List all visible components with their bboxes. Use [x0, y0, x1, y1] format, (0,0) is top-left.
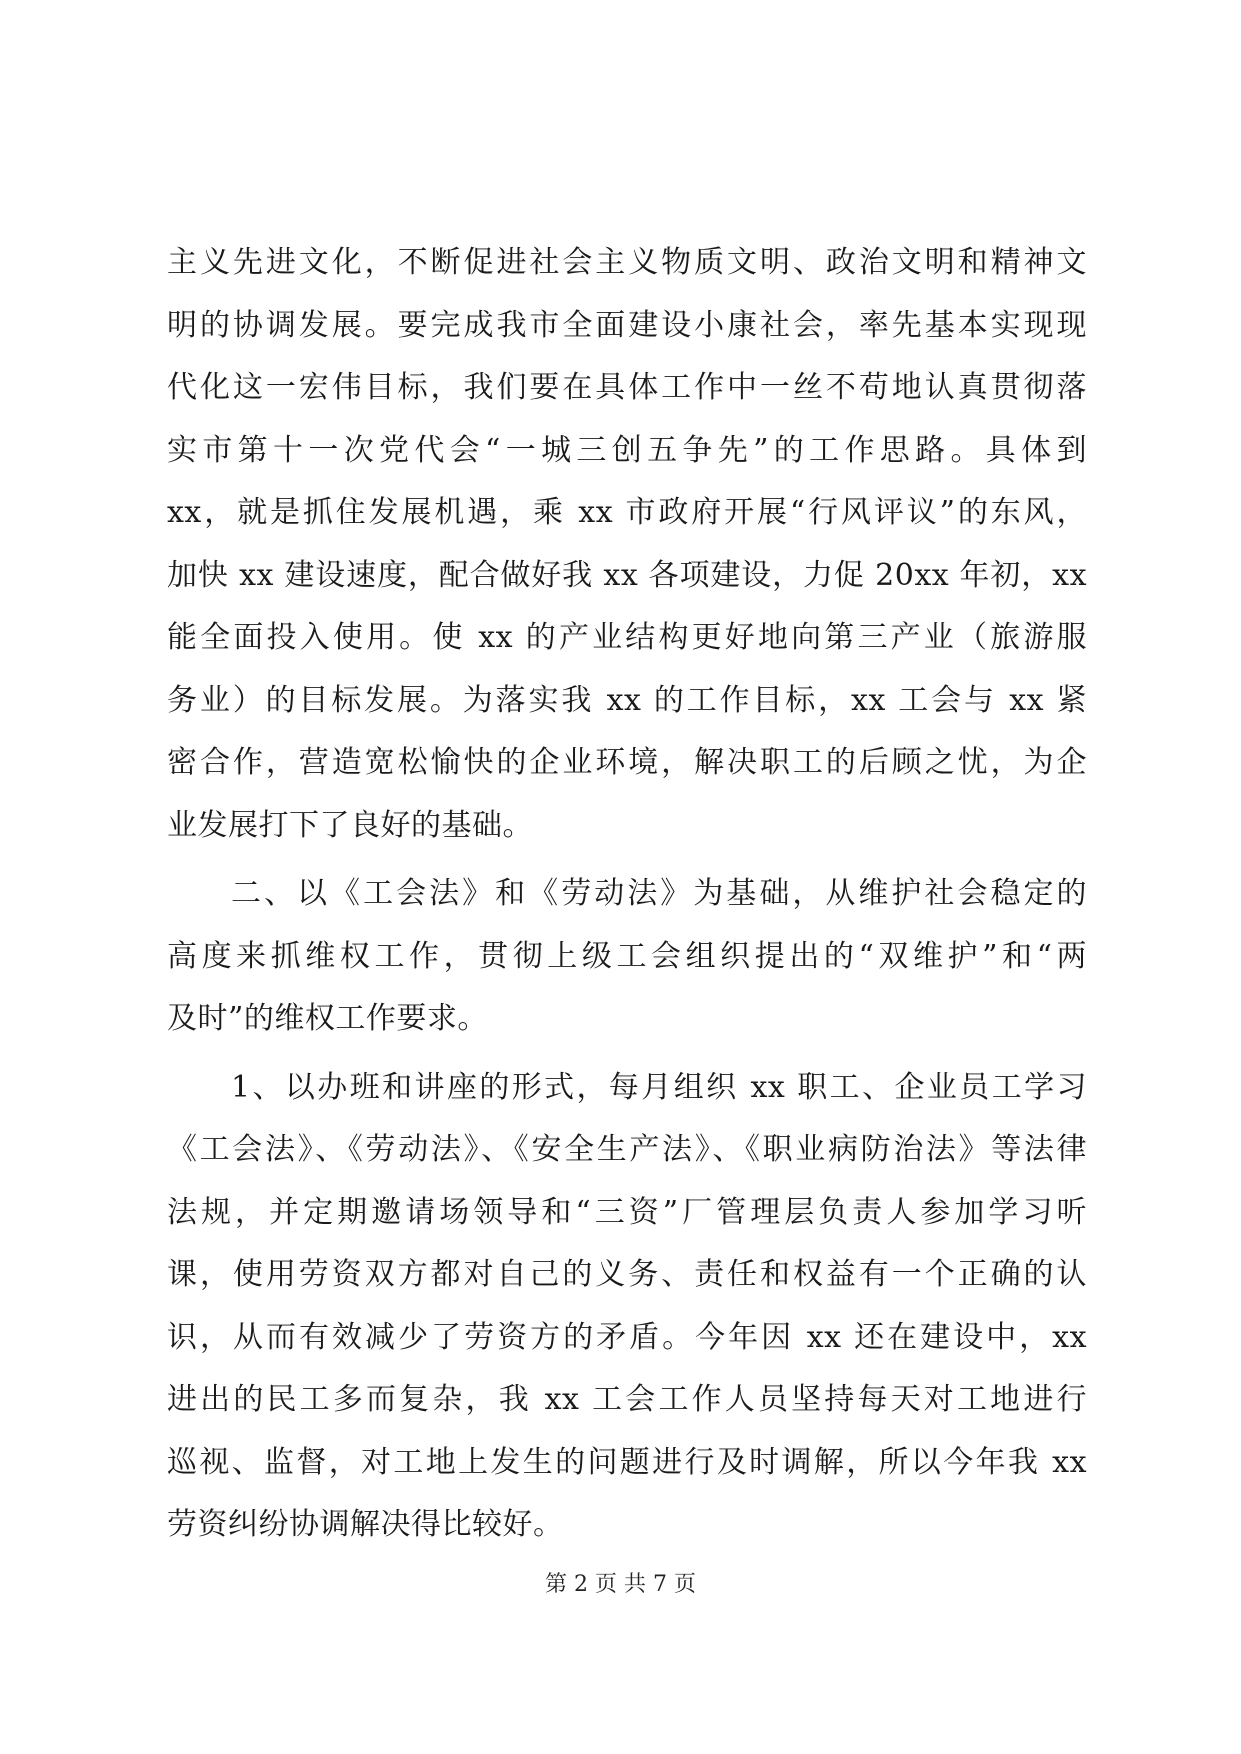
- text-line: 《工会法》、《劳动法》、《安全生产法》、《职业病防治法》等法律: [167, 1132, 1087, 1167]
- text-line: 进出的民工多而复杂，我 xx 工会工作人员坚持每天对工地进行: [167, 1382, 1087, 1417]
- page-number-label: 第 2 页 共 7 页: [545, 1572, 696, 1597]
- paragraph-2: [167, 863, 1087, 1051]
- text-line: 务业）的目标发展。为落实我 xx 的工作目标，xx 工会与 xx 紧: [167, 682, 1087, 718]
- text-line: 代化这一宏伟目标，我们要在具体工作中一丝不苟地认真贯彻落: [167, 370, 1087, 405]
- text-line: 密合作，营造宽松愉快的企业环境，解决职工的后顾之忧，为企: [167, 745, 1087, 780]
- text-line: 高度来抓维权工作，贯彻上级工会组织提出的“双维护”和“两: [167, 938, 1087, 974]
- text-line: 识，从而有效减少了劳资方的矛盾。今年因 xx 还在建设中，xx: [167, 1319, 1087, 1355]
- paragraph-1: [167, 232, 1087, 857]
- text-line: xx，就是抓住发展机遇，乘 xx 市政府开展“行风评议”的东风，: [167, 495, 1087, 530]
- body-text: [167, 232, 1087, 1557]
- text-line: 业发展打下了良好的基础。: [167, 807, 533, 843]
- text-line: 及时”的维权工作要求。: [167, 1001, 488, 1036]
- text-line: 能全面投入使用。使 xx 的产业结构更好地向第三产业（旅游服: [167, 620, 1087, 655]
- paragraph-3: [167, 1057, 1087, 1557]
- text-line: 明的协调发展。要完成我市全面建设小康社会，率先基本实现现: [167, 307, 1087, 343]
- text-line: 实市第十一次党代会“一城三创五争先”的工作思路。具体到: [167, 432, 1087, 468]
- text-line: 二、以《工会法》和《劳动法》为基础，从维护社会稳定的: [231, 876, 1087, 911]
- text-line: 课，使用劳资双方都对自己的义务、责任和权益有一个正确的认: [167, 1257, 1087, 1292]
- text-line: 主义先进文化，不断促进社会主义物质文明、政治文明和精神文: [167, 245, 1087, 280]
- page-footer: [0, 1570, 1241, 1600]
- text-line: 劳资纠纷协调解决得比较好。: [167, 1507, 564, 1542]
- text-line: 法规，并定期邀请场领导和“三资”厂管理层负责人参加学习听: [167, 1194, 1087, 1230]
- text-line: 巡视、监督，对工地上发生的问题进行及时调解，所以今年我 xx: [167, 1444, 1087, 1480]
- text-line: 加快 xx 建设速度，配合做好我 xx 各项建设，力促 20xx 年初，xx: [167, 557, 1087, 593]
- text-line: 1、以办班和讲座的形式，每月组织 xx 职工、企业员工学习: [231, 1069, 1087, 1105]
